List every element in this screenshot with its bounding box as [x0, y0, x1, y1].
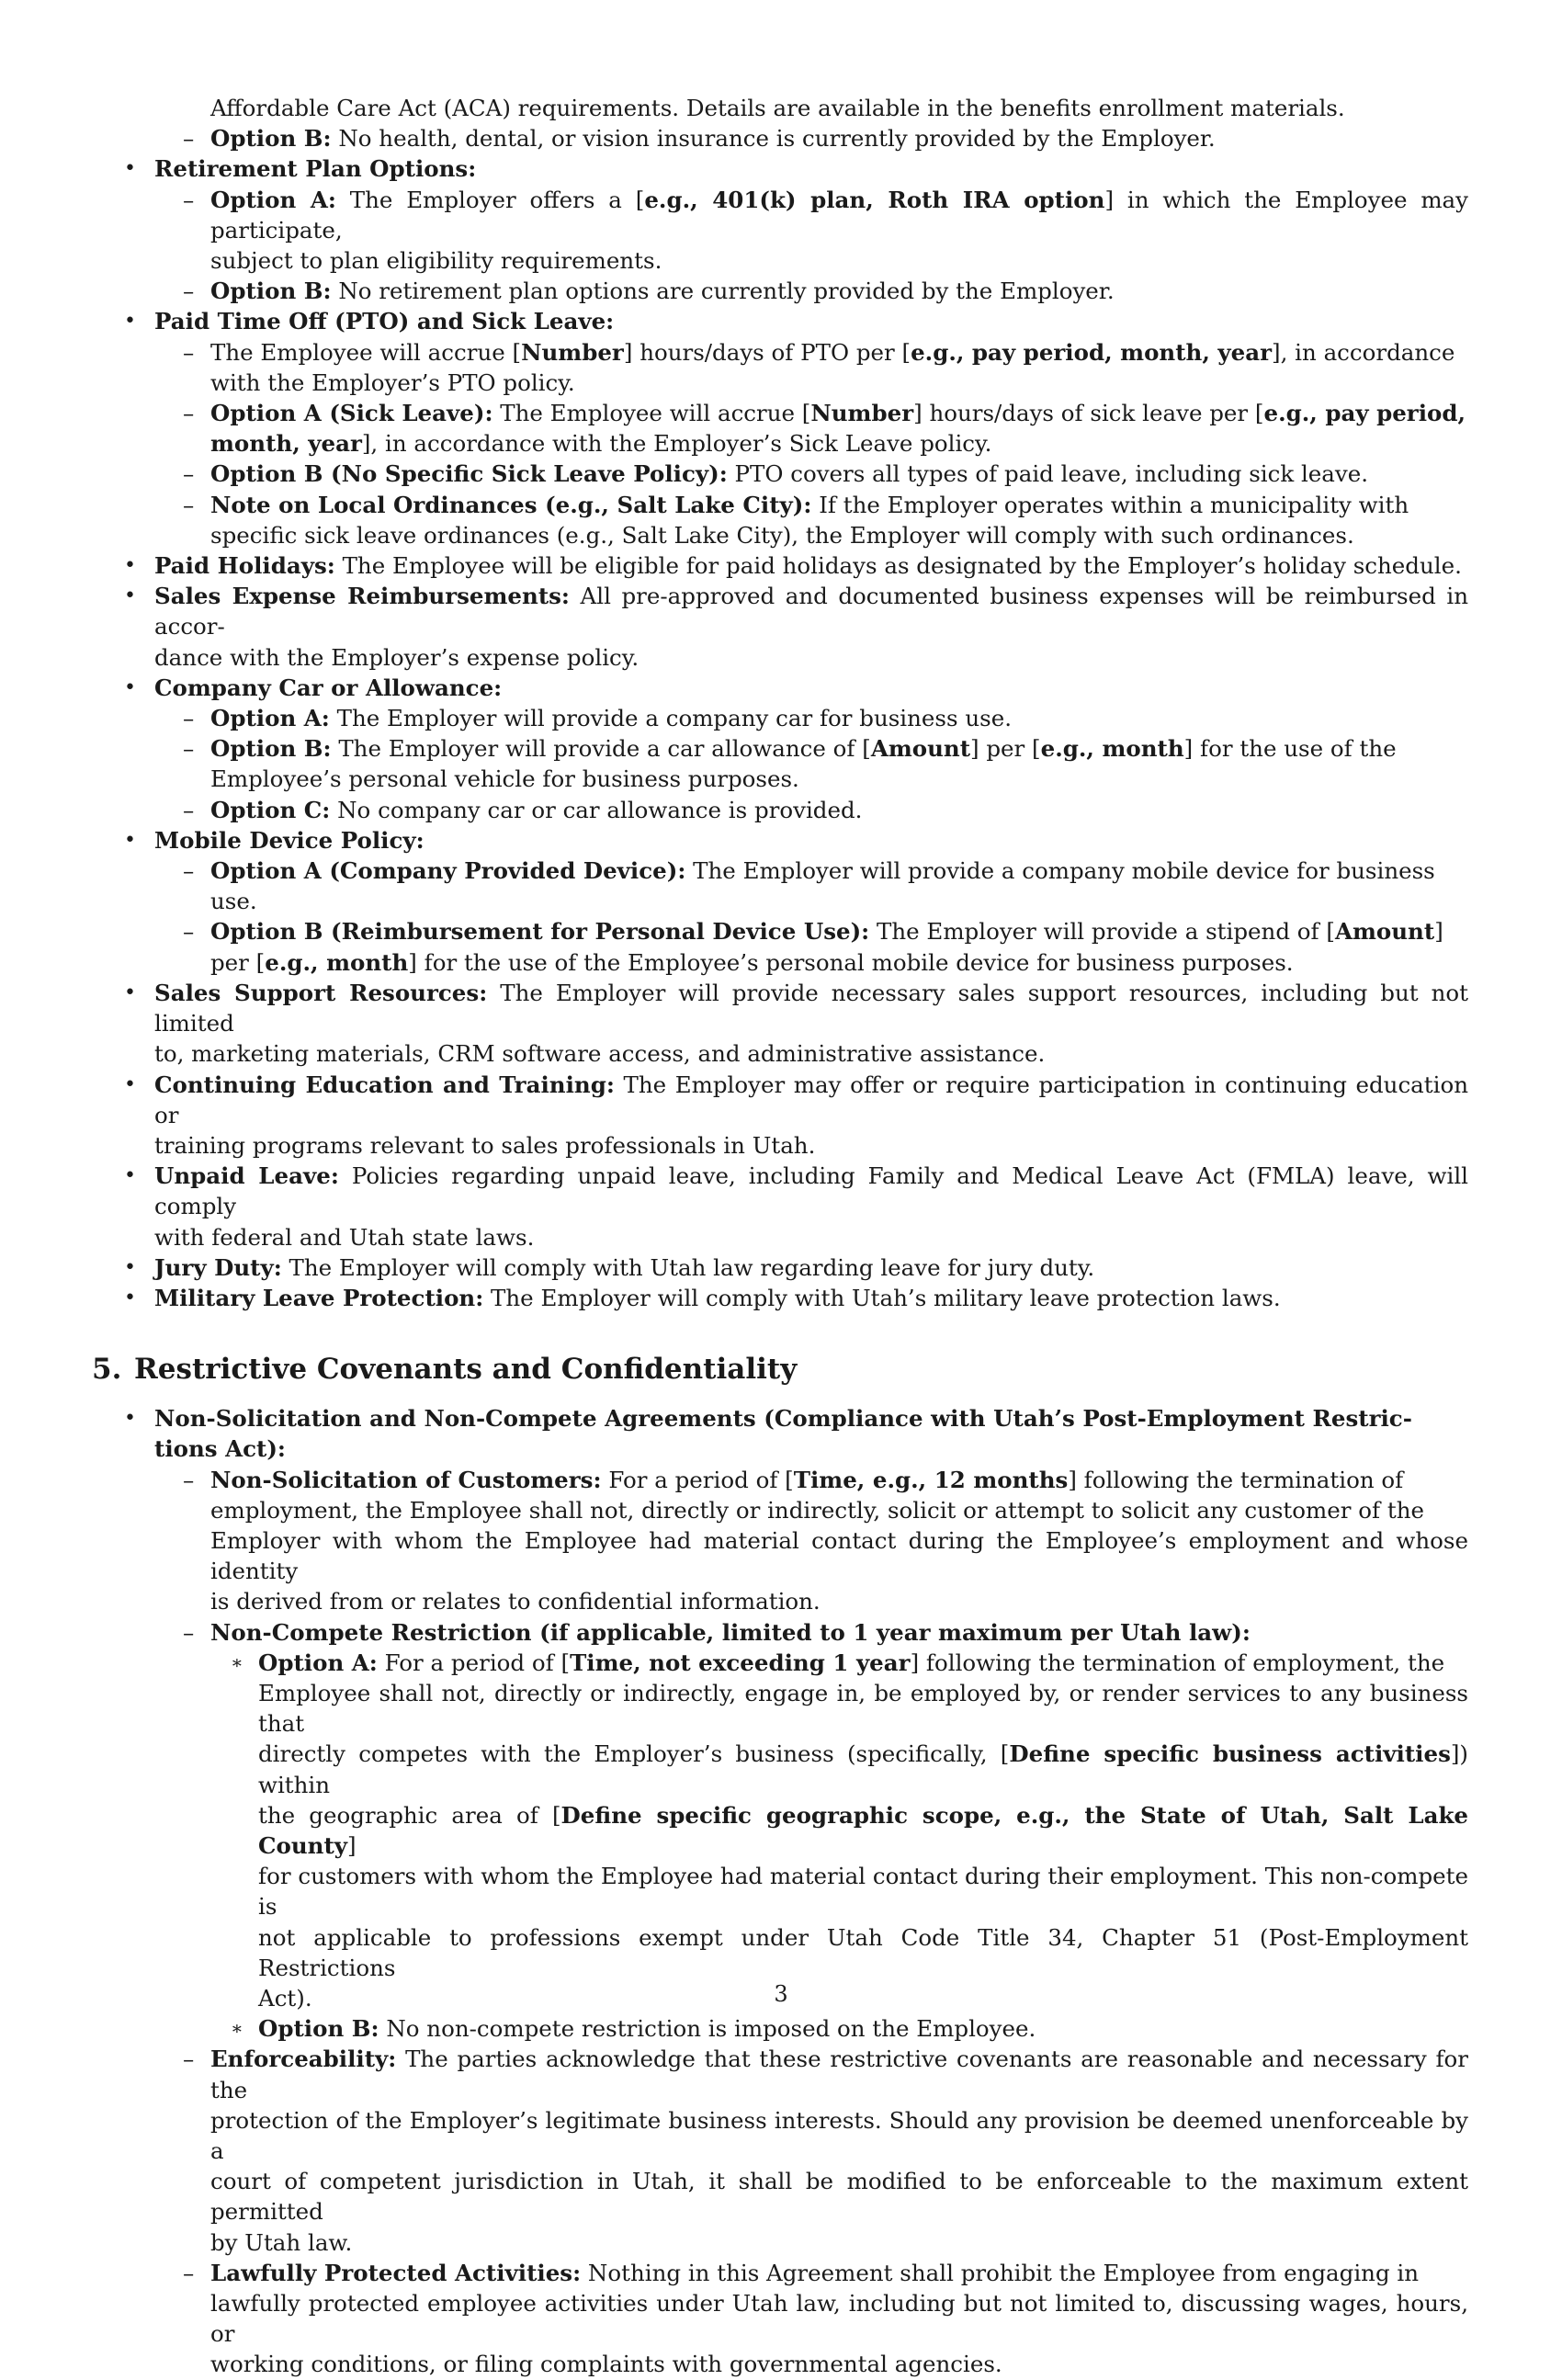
body-text: with federal and Utah state laws.	[154, 1223, 535, 1251]
bullet-marker: •	[124, 1072, 136, 1096]
dash-marker: –	[183, 2259, 195, 2286]
bold-text: Number	[810, 400, 914, 427]
agreements-heading-cont	[154, 1434, 1468, 1464]
enforceability-cont-2	[210, 2166, 1468, 2227]
bold-text: Amount	[870, 735, 971, 763]
body-text: For a period of [	[601, 1466, 794, 1493]
mobile-option-a-cont	[210, 886, 1468, 916]
bold-text: Continuing Education and Training:	[154, 1071, 615, 1098]
bold-text: Company Car or Allowance:	[154, 674, 503, 701]
bold-text: tions Act):	[154, 1435, 286, 1463]
body-text: training programs relevant to sales professionals in Utah.	[154, 1131, 816, 1159]
body-text: ] per [	[970, 735, 1041, 763]
bold-text: Lawfully Protected Activities:	[210, 2259, 582, 2286]
star-marker: ∗	[231, 1650, 243, 1673]
car-option-a	[183, 703, 1468, 733]
body-text: The Employer will provide a company mobile device for business	[685, 857, 1435, 885]
pto-sick-option-b	[183, 459, 1468, 489]
dash-marker: –	[183, 2046, 195, 2073]
bold-text: Option A:	[210, 705, 330, 732]
pto-local-note-cont	[210, 520, 1468, 550]
bold-text: Non-Compete Restriction (if applicable, limited to 1 year maximum per Utah law):	[210, 1618, 1251, 1646]
bold-text: Note on Local Ordinances (e.g., Salt Lake City):	[210, 491, 812, 518]
body-text: The Employer will provide a car allowance of [	[331, 735, 871, 763]
pto-heading	[124, 306, 1468, 336]
body-text: dance with the Employer’s expense policy.	[154, 643, 640, 671]
dash-marker: –	[183, 1618, 195, 1646]
body-text: for customers with whom the Employee had material contact during their employment. This non-compete is	[258, 1863, 1468, 1921]
body-text: court of competent jurisdiction in Utah, it shall be modified to be enforceable to the maximum extent permitted	[210, 2168, 1468, 2226]
body-text: The Employer may offer or require participation in continuing education or	[154, 1071, 1468, 1128]
bold-text: month, year	[210, 430, 362, 458]
body-text: The Employer offers a [	[335, 186, 645, 213]
body-text: No non-compete restriction is imposed on the Employee.	[379, 2015, 1036, 2043]
bold-text: e.g., pay period, month, year	[911, 338, 1273, 366]
bold-text: Non-Solicitation and Non-Compete Agreements (Compliance with Utah’s Post-Employment Restric-	[154, 1405, 1412, 1433]
body-text: is derived from or relates to confidential information.	[210, 1588, 821, 1615]
dash-marker: –	[183, 186, 195, 213]
page-number: 3	[774, 1981, 788, 2007]
bold-text: Enforceability:	[210, 2046, 397, 2073]
body-text: No retirement plan options are currently provided by the Employer.	[331, 278, 1115, 305]
page-content	[0, 93, 1562, 2380]
body-text: per [	[210, 948, 266, 976]
health-option-b	[183, 123, 1468, 153]
nonsolicit-cont-1	[210, 1495, 1468, 1525]
lawful-activities-item	[183, 2258, 1468, 2288]
bullet-marker: •	[124, 310, 136, 334]
holidays-item	[124, 550, 1468, 581]
nonsolicit-cont-2	[210, 1525, 1468, 1586]
body-text: employment, the Employee shall not, directly or indirectly, solicit or attempt to solicit any customer of the	[210, 1496, 1424, 1524]
bold-text: e.g., month	[265, 948, 409, 976]
section-title-text: Restrictive Covenants and Confidentiality	[134, 1353, 798, 1387]
bold-text: Time, not exceeding 1 year	[570, 1649, 911, 1676]
star-marker: ∗	[231, 2017, 243, 2040]
pto-sick-option-a-cont	[210, 428, 1468, 459]
car-option-b	[183, 733, 1468, 764]
noncompete-option-a-cont-2	[258, 1739, 1468, 1799]
noncompete-option-a-cont-1	[258, 1678, 1468, 1739]
pto-accrue-cont	[210, 368, 1468, 398]
body-text: subject to plan eligibility requirements.	[210, 247, 662, 275]
body-text: The parties acknowledge that these restrictive covenants are reasonable and necessary for the	[210, 2046, 1468, 2103]
body-text: The Employee will accrue [	[492, 400, 811, 427]
bullet-marker: •	[124, 828, 136, 852]
pto-local-note	[183, 490, 1468, 520]
bold-text: e.g., 401(k) plan, Roth IRA option	[644, 186, 1105, 213]
dash-marker: –	[183, 460, 195, 488]
pto-sick-option-a	[183, 398, 1468, 428]
bold-text: Option B (Reimbursement for Personal Device Use):	[210, 918, 870, 946]
bullet-marker: •	[124, 675, 136, 699]
dash-marker: –	[183, 400, 195, 427]
bold-text: Jury Duty:	[154, 1253, 282, 1281]
body-text: Policies regarding unpaid leave, including Family and Medical Leave Act (FMLA) leave, will comply	[154, 1162, 1468, 1220]
body-text: The Employer will comply with Utah’s military leave protection laws.	[483, 1284, 1281, 1311]
education-cont	[154, 1130, 1468, 1161]
bullet-marker: •	[124, 1164, 136, 1188]
dash-marker: –	[183, 918, 195, 946]
bold-text: Option A:	[258, 1649, 378, 1676]
bold-text: Sales Expense Reimbursements:	[154, 583, 570, 610]
nonsolicit-item	[183, 1465, 1468, 1495]
dash-marker: –	[183, 796, 195, 823]
bold-text: Option B:	[210, 125, 332, 153]
jury-duty-item	[124, 1252, 1468, 1283]
body-text: ]	[347, 1831, 357, 1859]
body-text: Employer with whom the Employee had material contact during the Employee’s employment and whose identity	[210, 1526, 1468, 1585]
bold-text: Non-Solicitation of Customers:	[210, 1466, 602, 1493]
body-text: ] hours/days of PTO per [	[623, 338, 911, 366]
car-heading	[124, 673, 1468, 703]
dash-marker: –	[183, 278, 195, 305]
body-text: protection of the Employer’s legitimate business interests. Should any provision be deemed unenforceable by a	[210, 2106, 1468, 2164]
enforceability-cont-1	[210, 2105, 1468, 2166]
mobile-option-b-cont	[210, 947, 1468, 978]
military-leave-item	[124, 1283, 1468, 1313]
noncompete-option-a	[231, 1648, 1468, 1678]
body-text: ], in accordance with the Employer’s Sick Leave policy.	[361, 430, 992, 458]
unpaid-leave-item	[124, 1161, 1468, 1221]
body-text: The Employee will be eligible for paid holidays as designated by the Employer’s holiday schedule.	[334, 552, 1462, 580]
bold-text: Option B (No Specific Sick Leave Policy):	[210, 460, 728, 488]
noncompete-option-a-cont-4	[258, 1861, 1468, 1921]
bold-text: Number	[521, 338, 624, 366]
body-text: specific sick leave ordinances (e.g., Salt Lake City), the Employer will comply with such ordinances.	[210, 521, 1354, 549]
sales-support-cont	[154, 1038, 1468, 1069]
noncompete-heading	[183, 1617, 1468, 1648]
dash-marker: –	[183, 705, 195, 732]
body-text: by Utah law.	[210, 2228, 353, 2256]
pto-accrue	[183, 337, 1468, 368]
retirement-option-b	[183, 276, 1468, 306]
bold-text: Option A (Company Provided Device):	[210, 857, 686, 885]
noncompete-option-b	[231, 2013, 1468, 2044]
bold-text: Option B:	[210, 735, 332, 763]
bullet-marker: •	[124, 1407, 136, 1431]
car-option-b-cont	[210, 764, 1468, 794]
body-text: with the Employer’s PTO policy.	[210, 368, 575, 396]
bullet-marker: •	[124, 157, 136, 181]
aca-continuation	[210, 93, 1468, 123]
retirement-option-a-cont	[210, 245, 1468, 276]
bold-text: Amount	[1334, 918, 1435, 946]
dash-marker: –	[183, 338, 195, 366]
body-text: All pre-approved and documented business expenses will be reimbursed in accor-	[154, 583, 1468, 640]
bullet-marker: •	[124, 1255, 136, 1279]
unpaid-leave-cont	[154, 1222, 1468, 1252]
body-text: Employee shall not, directly or indirectly, engage in, be employed by, or render services to any business that	[258, 1679, 1468, 1738]
body-text: ] for the use of the	[1183, 735, 1397, 763]
body-text: Act).	[258, 1984, 312, 2012]
body-text: ] for the use of the Employee’s personal mobile device for business purposes.	[408, 948, 1294, 976]
noncompete-option-a-cont-3	[258, 1800, 1468, 1861]
body-text: ], in accordance	[1272, 338, 1455, 366]
nonsolicit-cont-3	[210, 1586, 1468, 1616]
sales-expense-cont	[154, 642, 1468, 673]
body-text: directly competes with the Employer’s business (specifically, [	[258, 1740, 1010, 1768]
bold-text: Define specific geographic scope, e.g., the State of Utah, Salt Lake County	[258, 1801, 1469, 1859]
body-text: PTO covers all types of paid leave, including sick leave.	[727, 460, 1369, 488]
body-text: to, marketing materials, CRM software access, and administrative assistance.	[154, 1040, 1046, 1068]
mobile-option-a	[183, 856, 1468, 886]
bold-text: Option C:	[210, 796, 331, 823]
body-text: ]) within	[258, 1740, 1468, 1798]
bullet-marker: •	[124, 554, 136, 578]
body-text: The Employee will accrue [	[210, 338, 522, 366]
body-text: ] in which the Employee may participate,	[210, 186, 1469, 244]
body-text: ] following the termination of	[1068, 1466, 1404, 1493]
bold-text: Time, e.g., 12 months	[793, 1466, 1069, 1493]
retirement-option-a	[183, 185, 1469, 245]
sales-support-item	[124, 978, 1468, 1038]
lawful-activities-cont-2	[210, 2349, 1468, 2379]
body-text: not applicable to professions exempt under Utah Code Title 34, Chapter 51 (Post-Employment Restrictions	[258, 1923, 1468, 1981]
body-text: lawfully protected employee activities under Utah law, including but not limited to, discussing wages, hours, or	[210, 2290, 1468, 2348]
section-5-title	[92, 1351, 1562, 1388]
body-text: The Employer will provide a stipend of [	[869, 918, 1335, 946]
body-text: the geographic area of [	[258, 1801, 561, 1829]
car-option-c	[183, 795, 1468, 825]
bold-text: Option B:	[258, 2015, 379, 2043]
noncompete-option-a-cont-5	[258, 1922, 1468, 1983]
enforceability-cont-3	[210, 2227, 1468, 2258]
bold-text: Mobile Device Policy:	[154, 826, 424, 854]
dash-marker: –	[183, 491, 195, 518]
body-text: The Employer will provide necessary sales support resources, including but not limited	[154, 979, 1468, 1037]
enforceability-item	[183, 2044, 1468, 2104]
mobile-option-b	[183, 916, 1468, 946]
retirement-heading	[124, 153, 1468, 184]
bullet-marker: •	[124, 584, 136, 608]
bold-text: Retirement Plan Options:	[154, 155, 477, 183]
bold-text: Unpaid Leave:	[154, 1162, 339, 1190]
bold-text: Sales Support Resources:	[154, 979, 488, 1006]
body-text: If the Employer operates within a municipality with	[811, 491, 1409, 518]
bold-text: Define specific business activities	[1009, 1740, 1451, 1768]
body-text: ] hours/days of sick leave per [	[913, 400, 1264, 427]
dash-marker: –	[183, 857, 195, 885]
bold-text: e.g., pay period,	[1263, 400, 1466, 427]
body-text: No health, dental, or vision insurance is currently provided by the Employer.	[331, 125, 1216, 153]
dash-marker: –	[183, 735, 195, 763]
bold-text: Option A:	[210, 186, 336, 213]
mobile-heading	[124, 825, 1468, 856]
agreements-heading	[124, 1403, 1468, 1434]
body-text: ]	[1434, 918, 1443, 946]
sales-expense-item	[124, 581, 1468, 641]
lawful-activities-cont-1	[210, 2288, 1468, 2349]
bold-text: Option B:	[210, 278, 332, 305]
body-text: Affordable Care Act (ACA) requirements. Details are available in the benefits enrollment materials.	[210, 95, 1345, 121]
body-text: No company car or car allowance is provided.	[330, 796, 863, 823]
body-text: Nothing in this Agreement shall prohibit the Employee from engaging in	[581, 2259, 1420, 2286]
bold-text: Military Leave Protection:	[154, 1284, 484, 1311]
bold-text: e.g., month	[1040, 735, 1184, 763]
dash-marker: –	[183, 1466, 195, 1493]
section-number: 5.	[92, 1353, 122, 1387]
dash-marker: –	[183, 125, 195, 153]
body-text: working conditions, or filing complaints with governmental agencies.	[210, 2351, 1002, 2378]
education-item	[124, 1070, 1468, 1130]
bold-text: Option A (Sick Leave):	[210, 400, 493, 427]
body-text: Employee’s personal vehicle for business purposes.	[210, 765, 799, 793]
body-text: For a period of [	[377, 1649, 571, 1676]
body-text: ] following the termination of employment, the	[910, 1649, 1445, 1676]
body-text: use.	[210, 888, 257, 915]
bullet-marker: •	[124, 980, 136, 1004]
bold-text: Paid Holidays:	[154, 552, 335, 580]
bold-text: Paid Time Off (PTO) and Sick Leave:	[154, 308, 615, 335]
body-text: The Employer will comply with Utah law regarding leave for jury duty.	[281, 1253, 1095, 1281]
body-text: The Employer will provide a company car for business use.	[329, 705, 1012, 732]
bullet-marker: •	[124, 1286, 136, 1309]
